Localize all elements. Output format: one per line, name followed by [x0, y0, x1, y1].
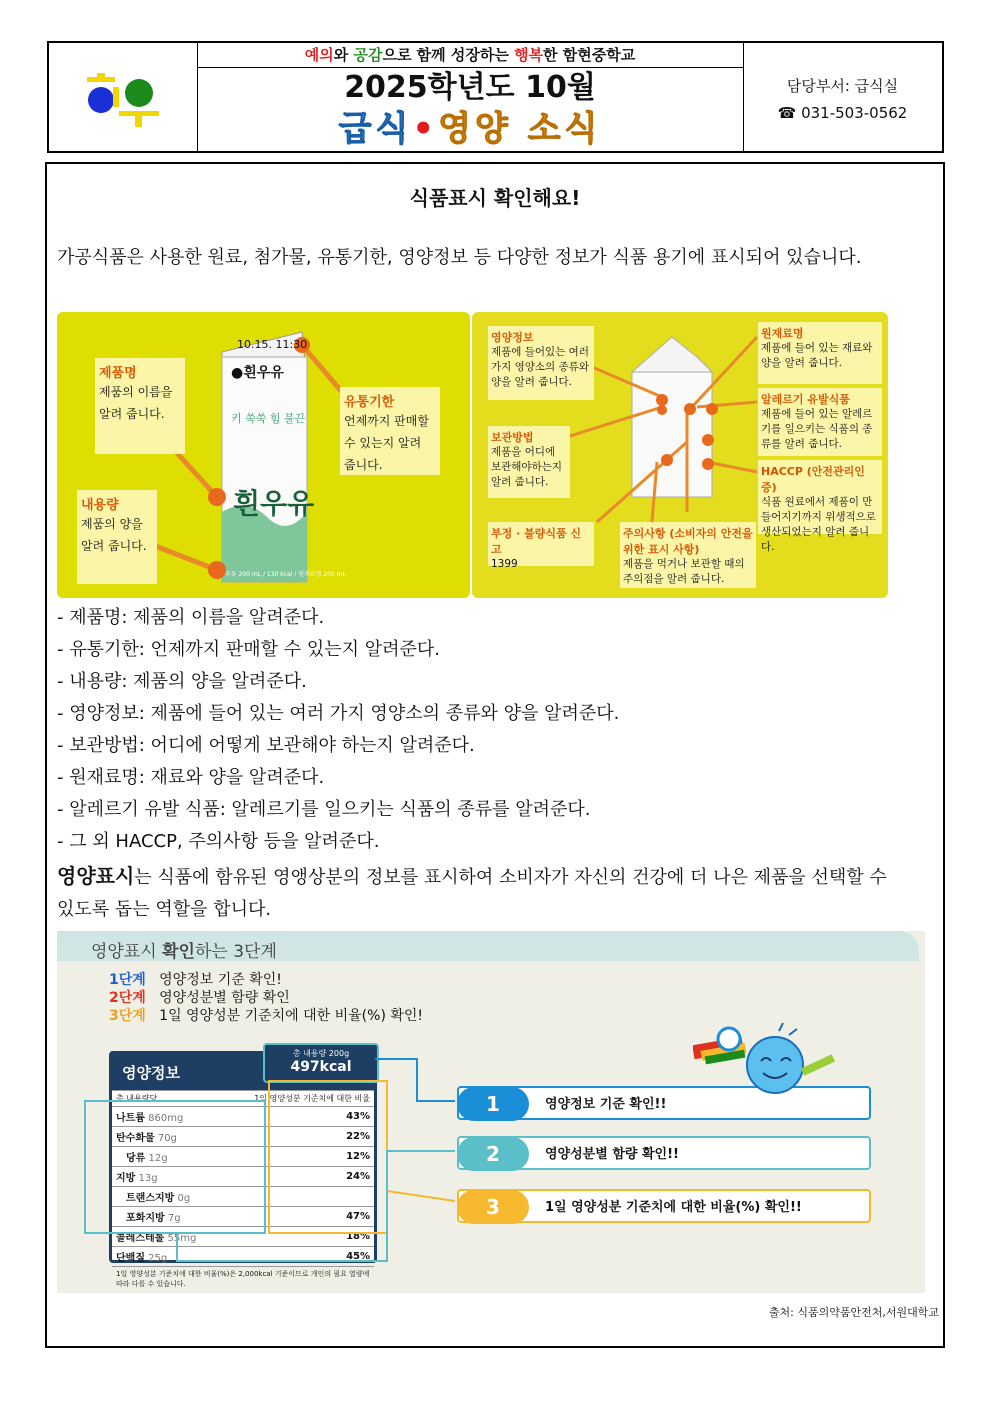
carton-slogan: 키 쑥쑥 힘 불끈	[231, 412, 306, 425]
newsletter-subtitle: 급식•영양 소식	[338, 109, 602, 149]
table-row: 포화지방 7g 47%	[112, 1207, 374, 1227]
carton-brand: ●흰우유	[231, 365, 284, 381]
contact-cell	[743, 43, 942, 151]
bullet-item: - 보관방법: 어디에 어떻게 보관해야 하는지 알려준다.	[57, 735, 475, 756]
bullet-item: - 그 외 HACCP, 주의사항 등을 알려준다.	[57, 831, 380, 852]
dept-label: 담당부서: 급식실	[786, 77, 899, 95]
label-nutrition-info: 영양정보 제품에 들어있는 여러 가지 영양소의 종류와 양을 알려 줍니다.	[488, 326, 594, 400]
bullet-item: - 내용량: 제품의 양을 알려준다.	[57, 671, 307, 692]
carton-big-name: 흰우유	[233, 487, 315, 520]
carton-bottom-text: 우유 200 mL / 130 kcal / 원재료명 200 mL	[225, 571, 346, 578]
label-product-name: 제품명 제품의 이름을 알려 줍니다.	[95, 358, 185, 454]
nutrition-footnote: 1일 영양성분 기준치에 대한 비율(%)은 2,000kcal 기준이므로 개인의 필요 열량에 따라 다를 수 있습니다.	[112, 1266, 374, 1291]
label-report: 부정 · 불량식품 신고 1399	[488, 522, 594, 566]
intro-paragraph: 가공식품은 사용한 원료, 첨가물, 유통기한, 영양정보 등 다양한 정보가 식품 용기에 표시되어 있습니다.	[57, 247, 862, 268]
steps-list: 1단계 영양정보 기준 확인! 2단계 영양성분별 함량 확인 3단계 1일 영양성분 기준치에 대한 비율(%) 확인!	[109, 972, 424, 1024]
callout-text: 1일 영양성분 기준치에 대한 비율(%) 확인!!	[545, 1200, 802, 1215]
label-allergen: 알레르기 유발식품 제품에 들어 있는 알레르기를 일으키는 식품의 종류를 알려 줍니다.	[758, 388, 882, 456]
nutrition-label-paragraph: 영양표시는 식품에 함유된 영앵상분의 정보를 표시하여 소비자가 자신의 건강에 더 나은 제품을 선택할 수 있도록 돕는 역할을 합니다.	[57, 864, 887, 920]
school-logo-cell	[49, 43, 198, 151]
table-row: 탄수화물 70g 22%	[112, 1127, 374, 1147]
label-volume: 내용량 제품의 양을 알려 줍니다.	[77, 490, 157, 584]
nutrition-facts-table: 영양정보 총 내용량당 1일 영양성분 기준치에 대한 비율 나트륨 860mg 43% 탄수화물 70g 22% 당류 12g 12% 지방 13g 24% 트랜스지방 0g 포화지방 7g 47% 콜레스테롤 55mg 18% 단백질 25g 45% 1일 영양성분 기준치에 대한 비율(%)은 2,000kcal 기준이므로 개인의 필요 열량에 따라 다를 수 있습니다.	[109, 1051, 377, 1263]
milk-carton-panel	[57, 312, 470, 598]
main-content	[45, 162, 945, 1348]
school-logo	[49, 43, 197, 151]
bullet-item: - 원재료명: 재료와 양을 알려준다.	[57, 767, 325, 788]
label-expiry: 유통기한 언제까지 판매할 수 있는지 알려 줍니다.	[340, 387, 440, 475]
bullet-item: - 제품명: 제품의 이름을 알려준다.	[57, 607, 325, 628]
table-row: 지방 13g 24%	[112, 1167, 374, 1187]
table-row: 당류 12g 12%	[112, 1147, 374, 1167]
label-caution: 주의사항 (소비자의 안전을 위한 표시 사항) 제품을 먹거나 보관할 때의 주의점을 알려 줍니다.	[620, 522, 756, 588]
table-row: 콜레스테롤 55mg 18%	[112, 1227, 374, 1247]
carton-date: 10.15. 11:30	[237, 338, 308, 351]
total-kcal-box: 총 내용량 200g 497kcal	[263, 1043, 379, 1083]
callout-text: 영양정보 기준 확인!!	[545, 1097, 667, 1112]
school-motto: 예의와 공감으로 함께 성장하는 행복한 함현중학교	[197, 43, 743, 68]
callout-text: 영양성분별 함량 확인!!	[545, 1147, 679, 1162]
table-row: 단백질 25g 45%	[112, 1247, 374, 1267]
three-steps-panel	[57, 931, 925, 1293]
source-credit: 출처: 식품의약품안전처,서원대학교	[768, 1306, 939, 1319]
header-table	[47, 41, 944, 153]
newsletter-title: 2025학년도 10월	[344, 70, 596, 105]
mascot-icon	[693, 1021, 853, 1101]
bullet-item: - 영양정보: 제품에 들어 있는 여러 가지 영양소의 종류와 양을 알려준다.	[57, 703, 620, 724]
label-haccp: HACCP (안전관리인증) 식품 원료에서 제품이 만들어지기까지 위생적으로 생산되었는지 알려 줍니다.	[758, 460, 882, 534]
label-info-panel	[472, 312, 888, 598]
steps-title: 영양표시 확인하는 3단계	[91, 942, 277, 962]
section-heading: 식품표시 확인해요!	[409, 186, 581, 210]
callout-num: 1	[457, 1087, 529, 1121]
table-row: 나트륨 860mg 43%	[112, 1107, 374, 1127]
label-ingredients: 원재료명 제품에 들어 있는 재료와 양을 알려 줍니다.	[758, 322, 882, 384]
header-title-cell	[197, 43, 744, 151]
callout-num: 2	[457, 1137, 529, 1171]
bullet-item: - 유통기한: 언제까지 판매할 수 있는지 알려준다.	[57, 639, 440, 660]
label-storage: 보관방법 제품을 어디에 보관해야하는지 알려 줍니다.	[488, 426, 570, 498]
callout-num: 3	[457, 1190, 529, 1224]
table-row: 트랜스지방 0g	[112, 1187, 374, 1207]
bullet-item: - 알레르기 유발 식품: 알레르기를 일으키는 식품의 종류를 알려준다.	[57, 799, 591, 820]
phone-label: ☎ 031-503-0562	[777, 104, 908, 122]
